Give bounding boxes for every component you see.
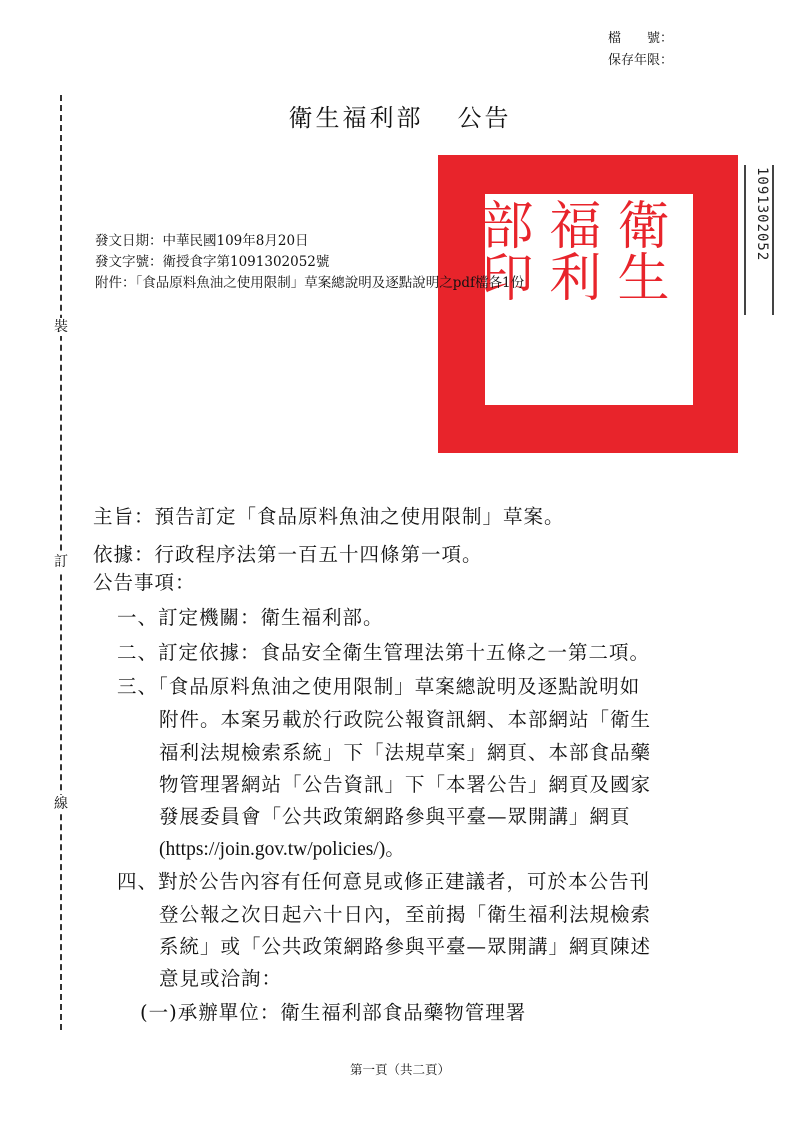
item-4-line-3: 系統」或「公共政策網路參與平臺—眾開講」網頁陳述 xyxy=(159,935,652,958)
items-heading: 公告事項： xyxy=(93,571,196,594)
seal-column-3: 部印 xyxy=(472,198,532,302)
item-4-line-1: 四、對於公告內容有任何意見或修正建議者，可於本公告刊 xyxy=(117,870,651,893)
title-doc-type: 公告 xyxy=(457,104,512,132)
issue-date: 發文日期：中華民國109年8月20日 xyxy=(95,233,309,249)
sub-item-1: (一)承辦單位：衛生福利部食品藥物管理署 xyxy=(140,1001,527,1024)
basis-line: 依據：行政程序法第一百五十四條第一項。 xyxy=(93,543,483,566)
official-seal-inner xyxy=(472,192,695,407)
header-info xyxy=(95,231,524,294)
margin-line-char: 線 xyxy=(54,796,68,812)
seal-column-2: 福利 xyxy=(540,198,600,302)
item-1: 一、訂定機關：衛生福利部。 xyxy=(117,606,384,629)
margin-order-char: 訂 xyxy=(54,554,68,570)
seal-column-1: 衛生 xyxy=(608,198,668,302)
subject-line: 主旨：預告訂定「食品原料魚油之使用限制」草案。 xyxy=(93,505,565,528)
item-3-line-4: 物管理署網站「公告資訊」下「本署公告」網頁及國家 xyxy=(159,773,652,796)
item-4-line-2: 登公報之次日起六十日內，至前揭「衛生福利法規檢索 xyxy=(159,903,652,926)
page-title xyxy=(0,98,800,133)
item-3-line-1: 三、「食品原料魚油之使用限制」草案總說明及逐點說明如 xyxy=(117,675,641,698)
document-number-stamp: 1091302052 xyxy=(744,165,774,315)
retention-label: 保存年限： xyxy=(608,53,674,68)
file-number-label: 檔 號： xyxy=(608,31,674,46)
issue-number: 發文字號：衛授食字第1091302052號 xyxy=(95,254,330,270)
item-4-line-4: 意見或洽詢： xyxy=(159,967,283,990)
item-3-line-5: 發展委員會「公共政策網路參與平臺—眾開講」網頁 xyxy=(159,805,631,828)
item-3-line-2: 附件。本案另載於行政院公報資訊網、本部網站「衛生 xyxy=(159,708,652,731)
item-3-line-3: 福利法規檢索系統」下「法規草案」網頁、本部食品藥 xyxy=(159,741,652,764)
attachment-note: 附件：「食品原料魚油之使用限制」草案總說明及逐點說明之pdf檔各1份 xyxy=(95,275,525,291)
item-2: 二、訂定依據：食品安全衛生管理法第十五條之一第二項。 xyxy=(117,641,651,664)
margin-bind-char: 裝 xyxy=(54,319,68,335)
page-number: 第一頁（共二頁） xyxy=(349,1062,450,1077)
title-agency: 衛生福利部 xyxy=(288,104,424,132)
item-3-url: (https://join.gov.tw/policies/)。 xyxy=(159,839,405,860)
